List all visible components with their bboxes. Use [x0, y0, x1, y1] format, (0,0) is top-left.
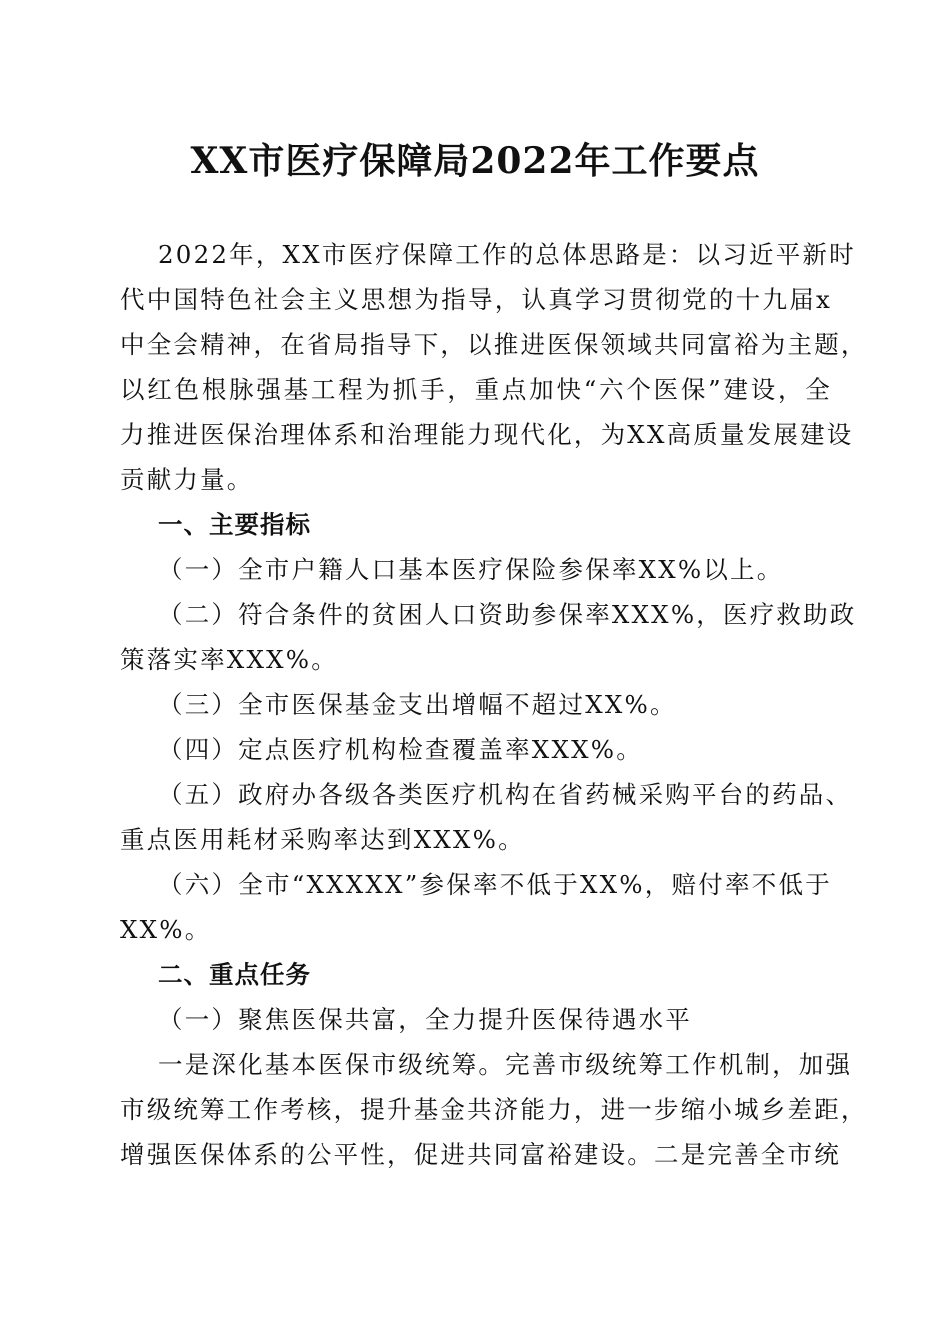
intro-line: 力推进医保治理体系和治理能力现代化，为XX高质量发展建设 [120, 420, 854, 449]
indicator-line: 重点医用耗材采购率达到XXX%。 [120, 825, 525, 854]
indicator-item-6 [120, 862, 832, 952]
task-line: 增强医保体系的公平性，促进共同富裕建设。二是完善全市统 [120, 1140, 841, 1169]
section-heading-key-tasks: 二、重点任务 [158, 960, 311, 989]
intro-line: 代中国特色社会主义思想为指导，认真学习贯彻党的十九届x [120, 285, 832, 314]
intro-line: 2022年，XX市医疗保障工作的总体思路是：以习近平新时 [158, 240, 856, 269]
intro-line: 中全会精神，在省局指导下，以推进医保领域共同富裕为主题， [120, 330, 868, 359]
intro-line: 贡献力量。 [120, 465, 254, 494]
intro-paragraph [120, 232, 868, 502]
section-heading-main-indicators: 一、主要指标 [158, 510, 311, 539]
task-line: 一是深化基本医保市级统筹。完善市级统筹工作机制，加强 [158, 1050, 853, 1079]
document-body [120, 232, 868, 1177]
document-title: XX市医疗保障局2022年工作要点 [190, 140, 760, 182]
indicator-line: 策落实率XXX%。 [120, 645, 338, 674]
indicator-item-5 [120, 772, 853, 862]
indicator-line: XX%。 [120, 915, 212, 944]
task-paragraph [120, 1042, 868, 1177]
task-line: 市级统筹工作考核，提升基金共济能力，进一步缩小城乡差距， [120, 1095, 868, 1124]
indicator-item-2 [120, 592, 857, 682]
indicator-item-4: （四）定点医疗机构检查覆盖率XXX%。 [158, 735, 643, 764]
indicator-line: （二）符合条件的贫困人口资助参保率XXX%，医疗救助政 [158, 600, 857, 629]
indicator-line: （五）政府办各级各类医疗机构在省药械采购平台的药品、 [158, 780, 853, 809]
intro-line: 以红色根脉强基工程为抓手，重点加快“六个医保”建设，全 [120, 375, 832, 404]
task-subheading: （一）聚焦医保共富，全力提升医保待遇水平 [158, 1005, 692, 1034]
indicator-line: （六）全市“XXXXX”参保率不低于XX%，赔付率不低于 [158, 870, 832, 899]
indicator-item-1: （一）全市户籍人口基本医疗保险参保率XX%以上。 [158, 555, 784, 584]
indicator-item-3: （三）全市医保基金支出增幅不超过XX%。 [158, 690, 677, 719]
